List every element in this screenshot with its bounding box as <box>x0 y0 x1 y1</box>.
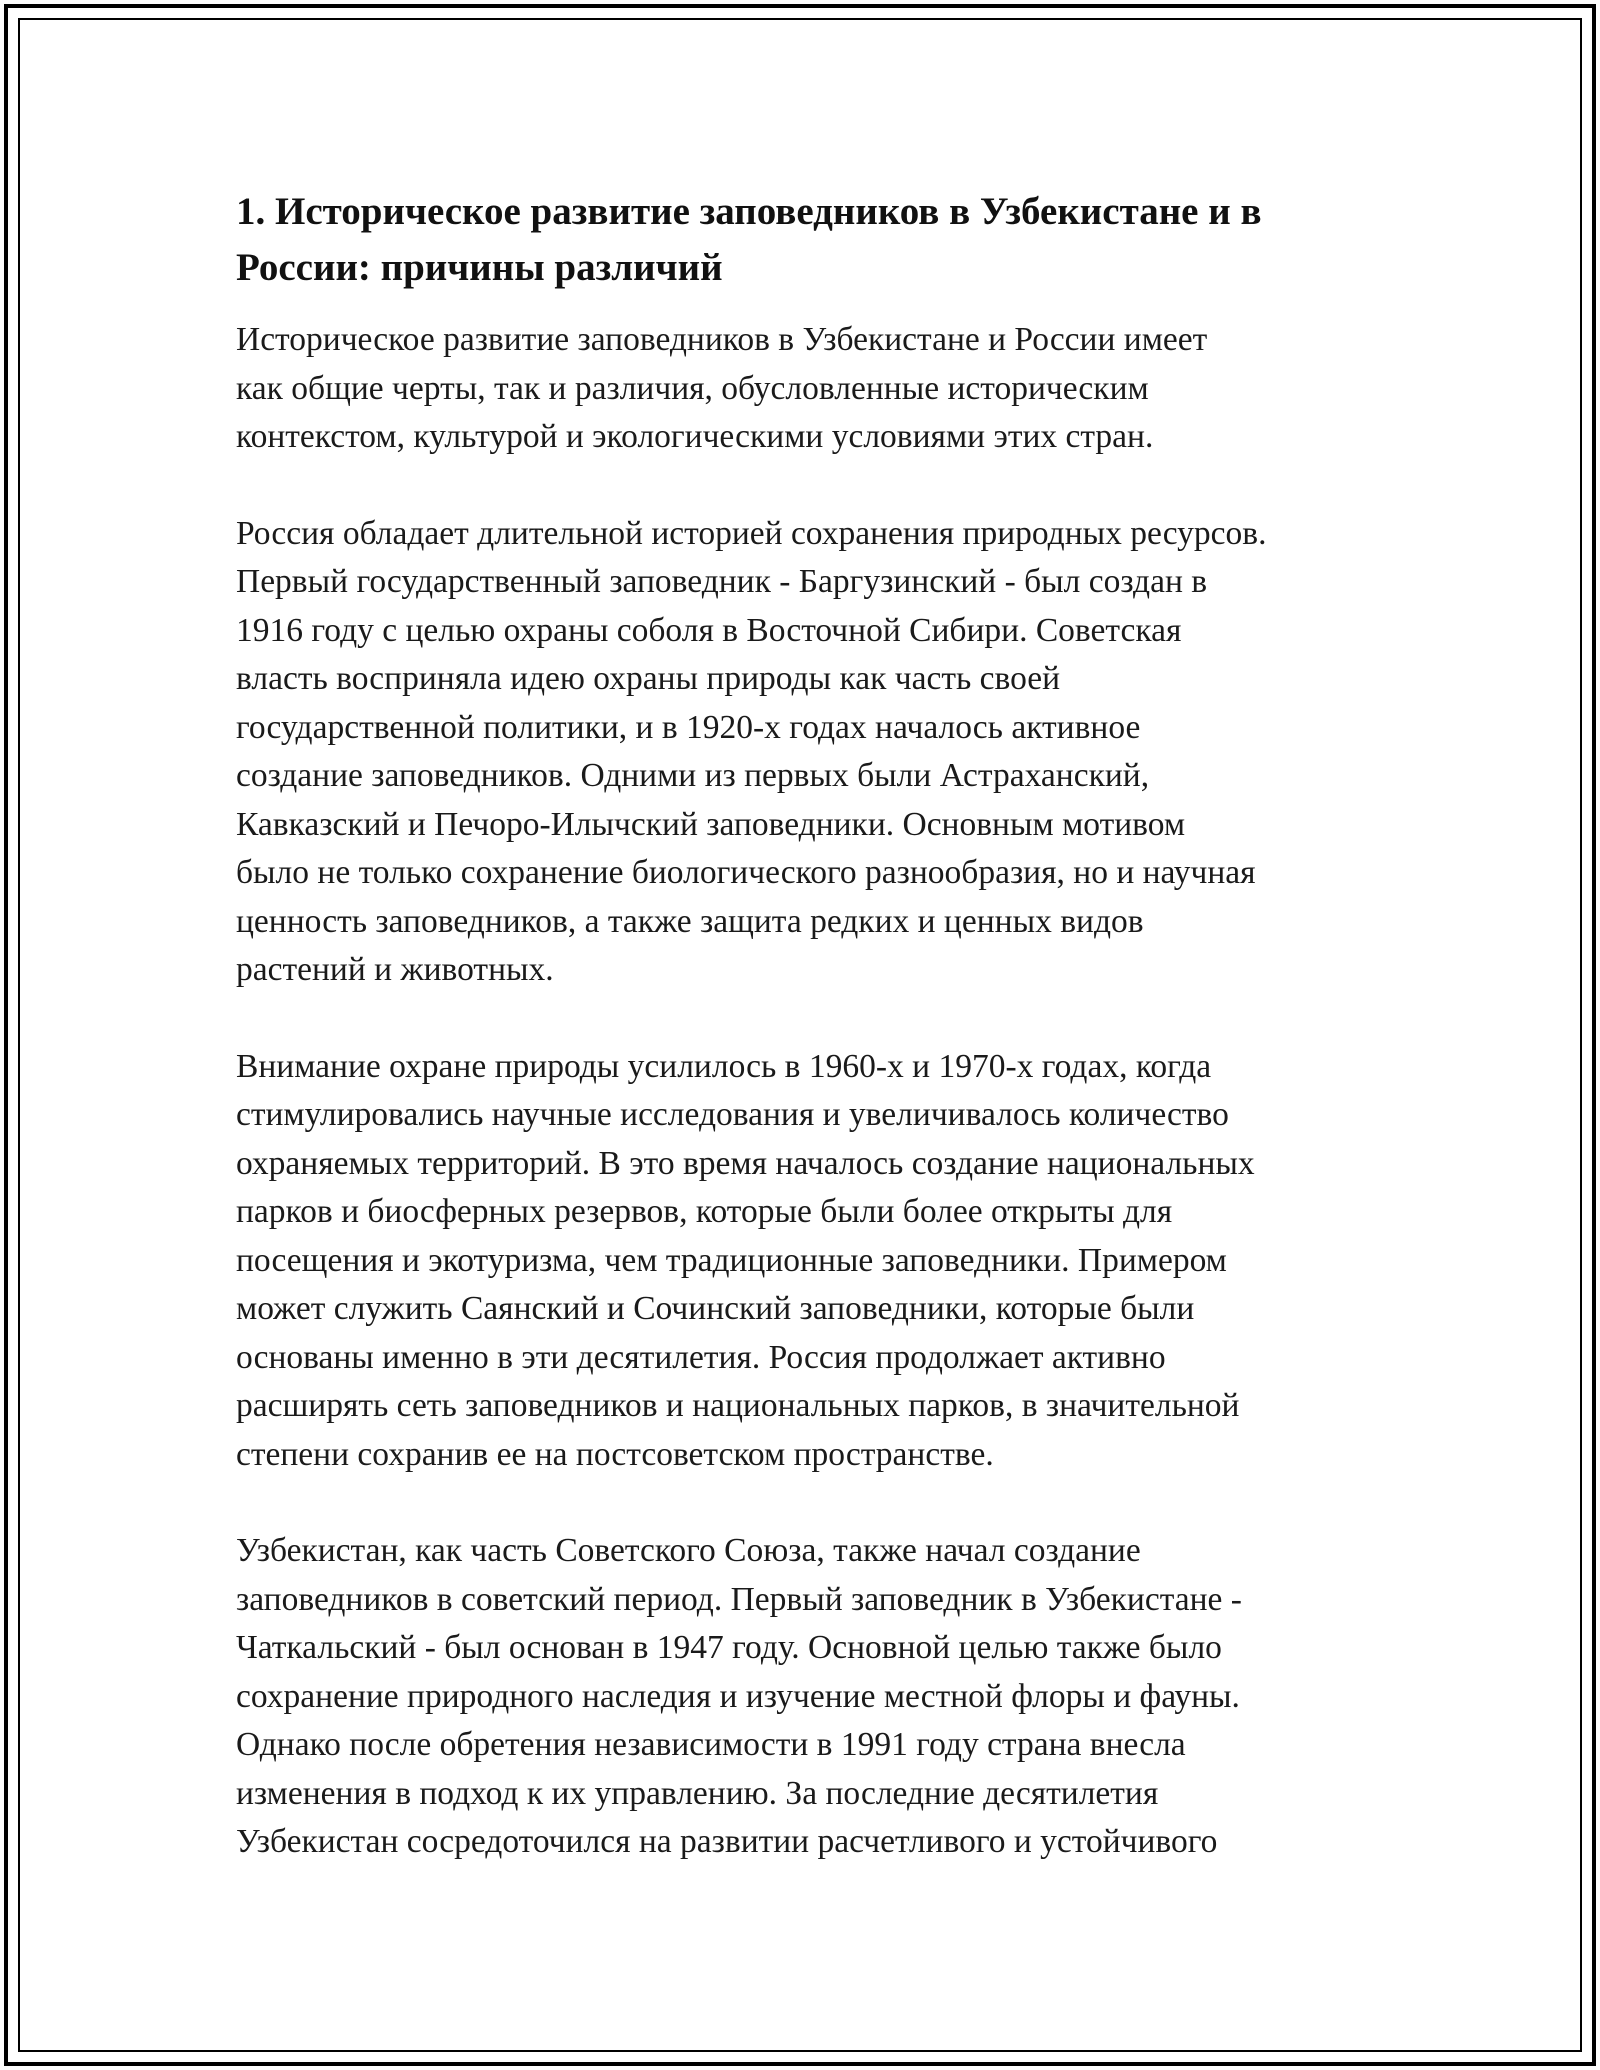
text-line: Историческое развитие заповедников в Узбекистане и России имеет <box>236 321 1208 358</box>
text-line: Узбекистан сосредоточился на развитии расчетливого и устойчивого <box>236 1823 1218 1860</box>
text-line: власть восприняла идею охраны природы как часть своей <box>236 660 1061 697</box>
heading-line: России: причины различий <box>236 246 723 289</box>
text-line: Узбекистан, как часть Советского Союза, также начал создание <box>236 1532 1141 1569</box>
text-line: посещения и экотуризма, чем традиционные заповедники. Примером <box>236 1241 1227 1279</box>
text-line: было не только сохранение биологического разнообразия, но и научная <box>236 854 1256 891</box>
text-line: государственной политики, и в 1920-х годах началось активное <box>236 708 1141 746</box>
text-line: охраняемых территорий. В это время началось создание национальных <box>236 1144 1255 1182</box>
text-line: Внимание охране природы усилилось в 1960-х и 1970-х годах, когда <box>236 1047 1212 1085</box>
text-line: как общие черты, так и различия, обусловленные историческим <box>236 369 1149 407</box>
text-line: сохранение природного наследия и изучение местной флоры и фауны. <box>236 1677 1240 1715</box>
section-heading <box>236 184 1376 296</box>
text-line: растений и животных. <box>236 951 554 988</box>
text-line: изменения в подход к их управлению. За последние десятилетия <box>236 1774 1159 1812</box>
paragraph-intro <box>236 316 1376 462</box>
text-line: Однако после обретения независимости в 1991 году страна внесла <box>236 1726 1186 1763</box>
text-line: заповедников в советский период. Первый заповедник в Узбекистане - <box>236 1580 1242 1618</box>
paragraph-russia-expansion <box>236 1043 1376 1480</box>
text-line: Кавказский и Печоро-Илычский заповедники. Основным мотивом <box>236 805 1186 843</box>
text-line: ценность заповедников, а также защита редких и ценных видов <box>236 902 1144 940</box>
text-line: стимулировались научные исследования и увеличивалось количество <box>236 1096 1229 1133</box>
heading-line: 1. Историческое развитие заповедников в Узбекистане и в <box>236 190 1262 233</box>
text-line: может служить Саянский и Сочинский заповедники, которые были <box>236 1290 1195 1327</box>
document-body <box>236 184 1376 1915</box>
paragraph-russia-history <box>236 510 1376 995</box>
text-line: парков и биосферных резервов, которые были более открыты для <box>236 1193 1173 1230</box>
paragraph-uzbekistan <box>236 1527 1376 1867</box>
text-line: Россия обладает длительной историей сохранения природных ресурсов. <box>236 514 1267 552</box>
text-line: основаны именно в эти десятилетия. Россия продолжает активно <box>236 1338 1166 1376</box>
text-line: Чаткальский - был основан в 1947 году. Основной целью также было <box>236 1629 1222 1666</box>
text-line: степени сохранив ее на постсоветском пространстве. <box>236 1435 994 1473</box>
text-line: расширять сеть заповедников и национальных парков, в значительной <box>236 1387 1240 1424</box>
text-line: создание заповедников. Одними из первых были Астраханский, <box>236 757 1150 794</box>
text-line: контекстом, культурой и экологическими условиями этих стран. <box>236 418 1154 455</box>
text-line: 1916 году с целью охраны соболя в Восточной Сибири. Советская <box>236 611 1182 649</box>
text-line: Первый государственный заповедник - Баргузинский - был создан в <box>236 563 1208 600</box>
